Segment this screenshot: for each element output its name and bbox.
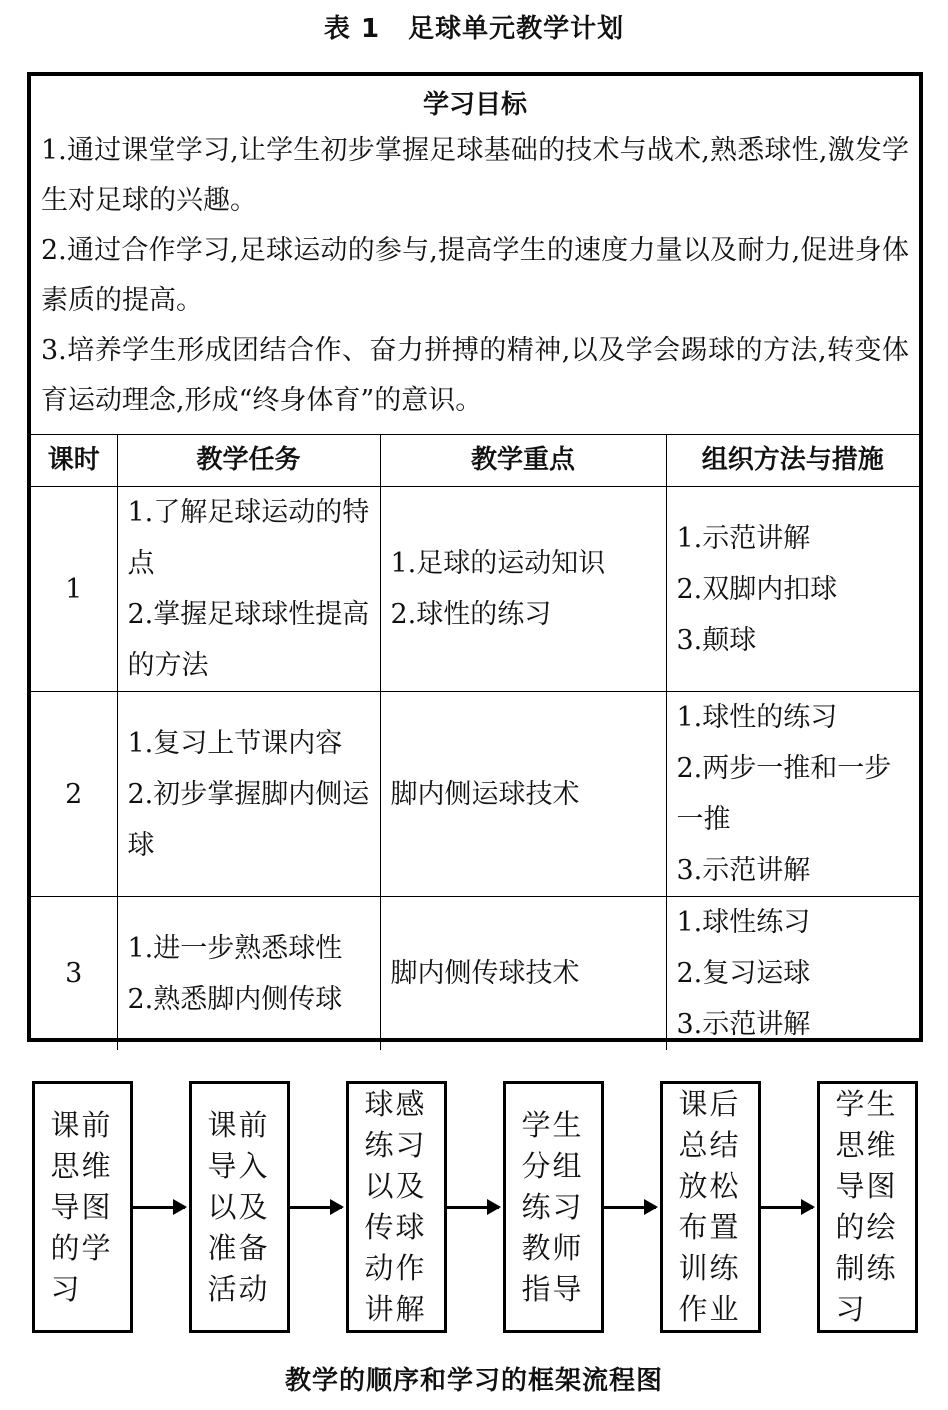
focus-cell [380, 692, 666, 897]
flow-arrow [761, 1206, 813, 1209]
header-tasks: 教学任务 [117, 435, 380, 487]
focus-cell [380, 487, 666, 692]
method-item: 3.颠球 [676, 624, 757, 656]
task-item: 1.了解足球运动的特点 [127, 497, 370, 579]
method-item: 1.球性的练习 [676, 702, 838, 733]
lesson-number: 2 [31, 692, 117, 897]
flow-step-4 [503, 1081, 604, 1333]
header-lesson: 课时 [31, 435, 117, 487]
tasks-cell [117, 487, 380, 692]
flow-step-3 [346, 1081, 447, 1333]
method-item: 2.复习运球 [676, 958, 811, 989]
lesson-number: 1 [31, 487, 117, 692]
flow-step-6 [817, 1081, 918, 1333]
task-item: 1.进一步熟悉球性 [127, 932, 343, 964]
flow-step-5 [660, 1081, 761, 1333]
method-item: 2.双脚内扣球 [676, 573, 838, 605]
method-item: 3.示范讲解 [676, 855, 811, 886]
table-row [31, 487, 919, 692]
lesson-number: 3 [31, 897, 117, 1051]
table-title: 足球单元教学计划 [408, 14, 625, 44]
focus-item: 1.足球的运动知识 [390, 548, 606, 579]
goal-item: 3.培养学生形成团结合作、奋力拼搏的精神,以及学会踢球的方法,转变体育运动理念,形成“终身体育”的意识。 [41, 335, 909, 416]
flow-step-label: 学生思维导图的绘制练习 [835, 1087, 898, 1326]
flow-step-label: 球感练习以及传球动作讲解 [364, 1087, 427, 1326]
task-item: 2.熟悉脚内侧传球 [127, 983, 343, 1015]
table-caption [0, 8, 948, 45]
flow-step-label: 课前思维导图的学习 [50, 1107, 113, 1306]
header-focus: 教学重点 [380, 435, 666, 487]
flow-step-1 [32, 1081, 133, 1333]
method-item: 3.示范讲解 [676, 1009, 811, 1040]
task-item: 1.复习上节课内容 [127, 727, 343, 759]
goal-item: 2.通过合作学习,足球运动的参与,提高学生的速度力量以及耐力,促进身体素质的提高。 [41, 235, 909, 316]
focus-item: 脚内侧传球技术 [390, 958, 580, 989]
flow-step-label: 课前导入以及准备活动 [207, 1107, 270, 1306]
focus-item: 2.球性的练习 [390, 599, 552, 630]
goal-item: 1.通过课堂学习,让学生初步掌握足球基础的技术与战术,熟悉球性,激发学生对足球的兴趣。 [41, 135, 909, 216]
methods-cell [666, 487, 919, 692]
teaching-plan-table [27, 72, 923, 1042]
method-item: 2.两步一推和一步一推 [676, 753, 892, 835]
table-row [31, 692, 919, 897]
methods-cell [666, 692, 919, 897]
flow-arrow [447, 1206, 499, 1209]
focus-item: 脚内侧运球技术 [390, 778, 580, 810]
task-item: 2.初步掌握脚内侧运球 [127, 778, 370, 861]
header-methods: 组织方法与措施 [666, 435, 919, 487]
flow-arrow [604, 1206, 656, 1209]
method-item: 1.球性练习 [676, 907, 811, 938]
lesson-schedule [31, 434, 919, 1050]
flow-arrow [133, 1206, 185, 1209]
table-row [31, 897, 919, 1051]
goals-heading: 学习目标 [422, 90, 527, 120]
task-item: 2.掌握足球球性提高的方法 [127, 599, 370, 681]
flow-step-2 [189, 1081, 290, 1333]
focus-cell [380, 897, 666, 1051]
flow-step-label: 学生分组练习教师指导 [521, 1107, 584, 1306]
table-number: 表 1 [323, 14, 381, 44]
flow-step-label: 课后总结放松布置训练作业 [678, 1087, 741, 1326]
header-row [31, 435, 919, 487]
tasks-cell [117, 897, 380, 1051]
tasks-cell [117, 692, 380, 897]
learning-goals [31, 76, 919, 434]
flow-arrow [290, 1206, 342, 1209]
flow-caption: 教学的顺序和学习的框架流程图 [284, 1366, 663, 1396]
methods-cell [666, 897, 919, 1051]
method-item: 1.示范讲解 [676, 522, 811, 554]
